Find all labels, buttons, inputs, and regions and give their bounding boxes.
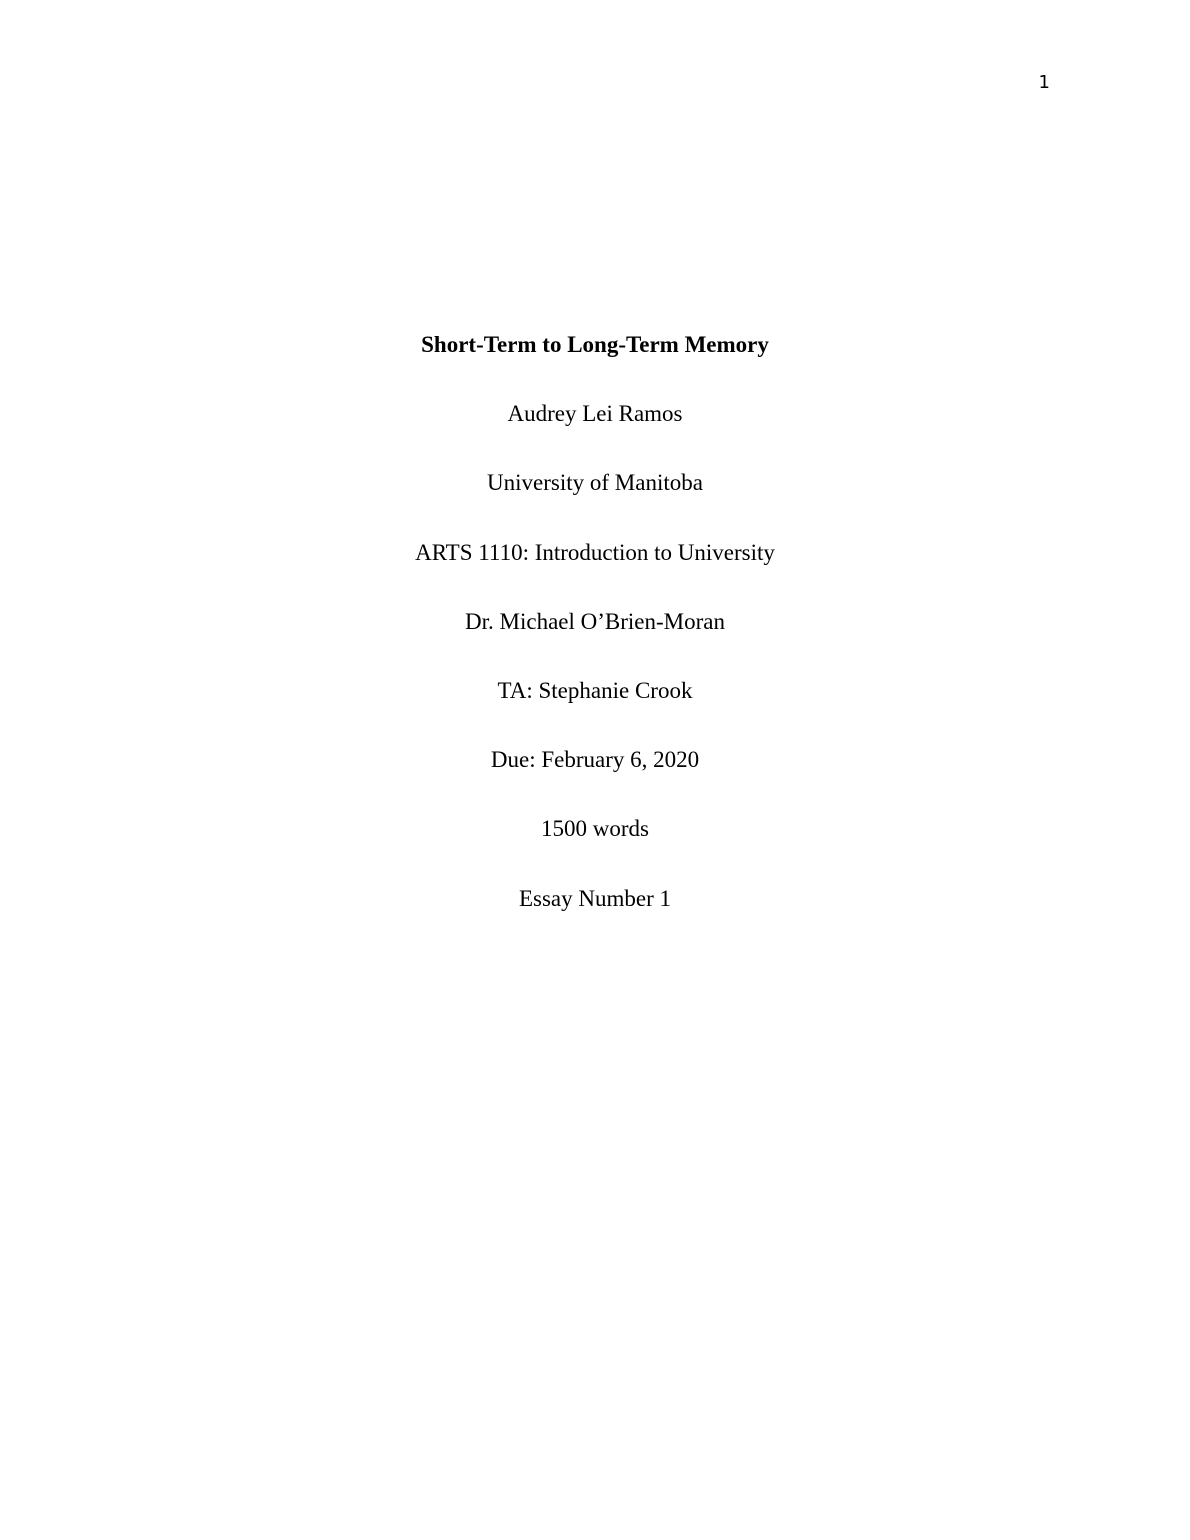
paper-title: Short-Term to Long-Term Memory xyxy=(421,332,769,357)
course-name: ARTS 1110: Introduction to University xyxy=(415,539,775,565)
instructor-name: Dr. Michael O’Brien-Moran xyxy=(465,608,725,634)
due-date: Due: February 6, 2020 xyxy=(490,747,700,773)
author-name: Audrey Lei Ramos xyxy=(507,401,683,427)
word-count: 1500 words xyxy=(541,816,649,842)
teaching-assistant: TA: Stephanie Crook xyxy=(497,677,693,703)
essay-number: Essay Number 1 xyxy=(518,885,672,911)
page-number: 1 xyxy=(1038,72,1050,93)
institution-name: University of Manitoba xyxy=(487,470,703,496)
title-page-block xyxy=(0,328,1190,951)
